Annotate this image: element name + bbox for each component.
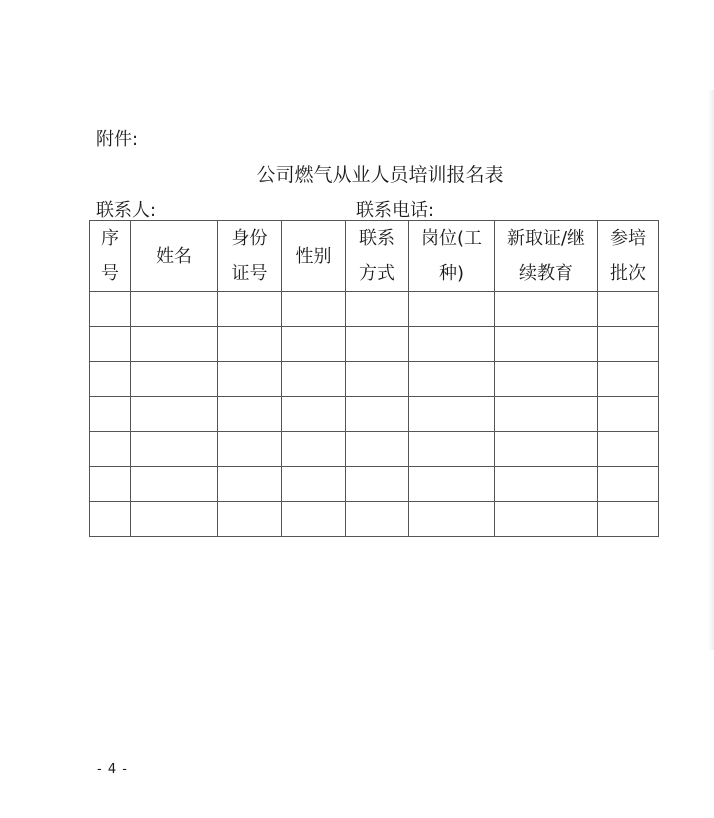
table-cell[interactable] — [409, 397, 495, 432]
header-serial-number: 序 号 — [90, 221, 131, 292]
header-name: 姓名 — [131, 221, 218, 292]
table-cell[interactable] — [218, 467, 282, 502]
table-cell[interactable] — [282, 327, 346, 362]
table-cell[interactable] — [346, 432, 409, 467]
table-cell[interactable] — [409, 502, 495, 537]
header-certification-type: 新取证/继 续教育 — [495, 221, 598, 292]
header-training-batch: 参培 批次 — [598, 221, 659, 292]
table-cell[interactable] — [598, 397, 659, 432]
table-cell[interactable] — [131, 502, 218, 537]
table-cell[interactable] — [282, 362, 346, 397]
table-cell[interactable] — [282, 502, 346, 537]
table-cell[interactable] — [495, 397, 598, 432]
table-cell[interactable] — [90, 362, 131, 397]
table-cell[interactable] — [131, 362, 218, 397]
table-row — [90, 502, 659, 537]
table-cell[interactable] — [282, 467, 346, 502]
table-cell[interactable] — [90, 467, 131, 502]
table-cell[interactable] — [495, 362, 598, 397]
table-cell[interactable] — [218, 397, 282, 432]
header-position: 岗位(工 种) — [409, 221, 495, 292]
table-cell[interactable] — [282, 292, 346, 327]
contact-phone-label: 联系电话: — [356, 200, 435, 221]
table-row — [90, 362, 659, 397]
table-cell[interactable] — [598, 502, 659, 537]
registration-table — [89, 220, 659, 537]
table-cell[interactable] — [598, 432, 659, 467]
table-cell[interactable] — [90, 432, 131, 467]
table-cell[interactable] — [131, 327, 218, 362]
table-header-row — [90, 221, 659, 292]
header-id-number: 身份 证号 — [218, 221, 282, 292]
table-cell[interactable] — [495, 432, 598, 467]
contact-person-label: 联系人: — [96, 200, 157, 221]
table-cell[interactable] — [409, 432, 495, 467]
table-cell[interactable] — [131, 292, 218, 327]
table-cell[interactable] — [598, 292, 659, 327]
table-body — [90, 292, 659, 537]
table-cell[interactable] — [598, 362, 659, 397]
table-row — [90, 327, 659, 362]
table-cell[interactable] — [90, 397, 131, 432]
table-cell[interactable] — [282, 432, 346, 467]
table-cell[interactable] — [90, 327, 131, 362]
table-cell[interactable] — [90, 502, 131, 537]
table-cell[interactable] — [346, 327, 409, 362]
table-row — [90, 432, 659, 467]
attachment-label: 附件: — [96, 129, 139, 150]
table-cell[interactable] — [409, 327, 495, 362]
table-cell[interactable] — [495, 292, 598, 327]
table-cell[interactable] — [598, 467, 659, 502]
table-cell[interactable] — [131, 432, 218, 467]
table-cell[interactable] — [131, 397, 218, 432]
table-cell[interactable] — [346, 467, 409, 502]
header-gender: 性别 — [282, 221, 346, 292]
table-cell[interactable] — [346, 362, 409, 397]
table-cell[interactable] — [346, 292, 409, 327]
table-cell[interactable] — [495, 327, 598, 362]
table-cell[interactable] — [346, 397, 409, 432]
page-number: - 4 - — [97, 762, 128, 777]
table-cell[interactable] — [90, 292, 131, 327]
table-cell[interactable] — [409, 292, 495, 327]
table-cell[interactable] — [218, 502, 282, 537]
table-row — [90, 397, 659, 432]
table-cell[interactable] — [282, 397, 346, 432]
table-cell[interactable] — [218, 362, 282, 397]
table-row — [90, 467, 659, 502]
table-cell[interactable] — [409, 362, 495, 397]
table-cell[interactable] — [495, 502, 598, 537]
header-contact: 联系 方式 — [346, 221, 409, 292]
table-cell[interactable] — [495, 467, 598, 502]
table-cell[interactable] — [218, 292, 282, 327]
table-row — [90, 292, 659, 327]
table-cell[interactable] — [346, 502, 409, 537]
table-cell[interactable] — [218, 327, 282, 362]
table-cell[interactable] — [131, 467, 218, 502]
table-cell[interactable] — [598, 327, 659, 362]
table-cell[interactable] — [409, 467, 495, 502]
table-cell[interactable] — [218, 432, 282, 467]
document-title: 公司燃气从业人员培训报名表 — [256, 164, 504, 186]
